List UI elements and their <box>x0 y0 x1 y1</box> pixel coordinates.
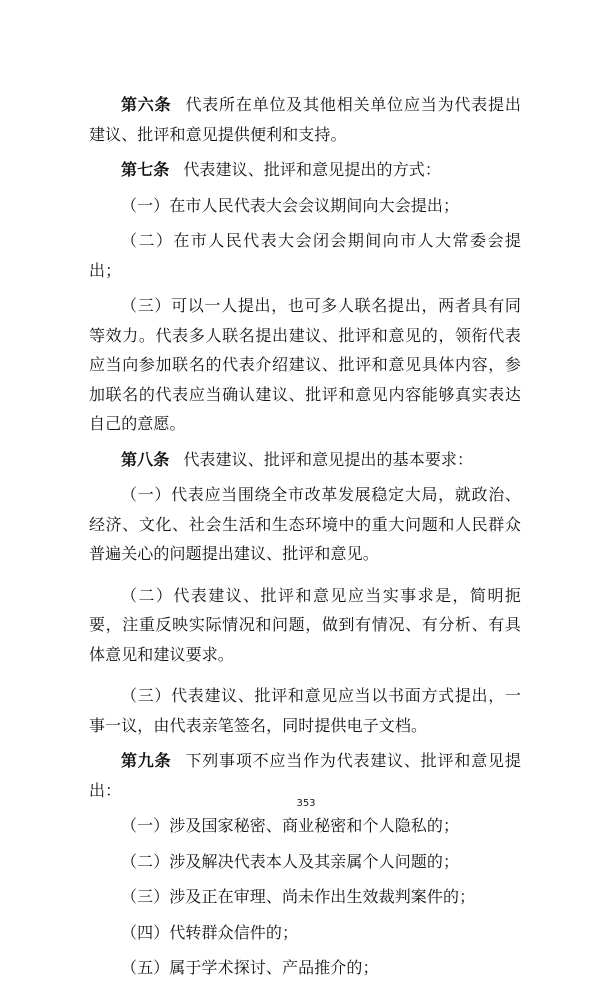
article-8-text: 代表建议、批评和意见提出的基本要求： <box>183 449 474 469</box>
article-7-item-3: （三）可以一人提出，也可多人联名提出，两者具有同等效力。代表多人联名提出建议、批评和意见的，领衔代表应当向参加联名的代表介绍建议、批评和意见具体内容，参加联名的代表应当确认建议、批评和意见内容能够真实表达自己的意愿。 <box>89 296 521 433</box>
article-8-item-3: （三）代表建议、批评和意见应当以书面方式提出，一事一议，由代表亲笔签名，同时提供电子文档。 <box>89 686 521 735</box>
article-9-text: 下列事项不应当作为代表建议、批评和意见提出： <box>89 751 521 800</box>
article-6-text: 代表所在单位及其他相关单位应当为代表提出建议、批评和意见提供便利和支持。 <box>89 95 521 144</box>
article-9-item-3: （三）涉及正在审理、尚未作出生效裁判案件的； <box>121 887 476 906</box>
article-9-item-2: （二）涉及解决代表本人及其亲属个人问题的； <box>121 851 460 871</box>
article-8-heading: 第八条 <box>121 449 170 469</box>
article-7-text: 代表建议、批评和意见提出的方式： <box>183 160 441 179</box>
article-8-item-1: （一）代表应当围绕全市改革发展稳定大局，就政治、经济、文化、社会生活和生态环境中的重大问题和人民群众普遍关心的问题提出建议、批评和意见。 <box>89 485 521 563</box>
article-7-heading: 第七条 <box>121 160 170 179</box>
page-number: 353 <box>296 798 316 809</box>
article-9 <box>89 746 521 805</box>
article-7-item-1: （一）在市人民代表大会会议期间向大会提出； <box>121 195 460 215</box>
document-body <box>89 90 521 989</box>
article-6 <box>89 90 521 149</box>
article-9-heading: 第九条 <box>121 751 172 770</box>
article-7 <box>89 155 521 185</box>
article-9-item-4: （四）代转群众信件的； <box>121 922 299 942</box>
article-8-item-2: （二）代表建议、批评和意见应当实事求是，简明扼要，注重反映实际情况和问题，做到有情况、有分析、有具体意见和建议要求。 <box>89 585 521 664</box>
article-9-item-1: （一）涉及国家秘密、商业秘密和个人隐私的； <box>121 816 460 835</box>
article-6-heading: 第六条 <box>121 95 172 114</box>
article-9-item-5: （五）属于学术探讨、产品推介的； <box>121 958 379 977</box>
article-7-item-2: （二）在市人民代表大会闭会期间向市人大常委会提出； <box>89 231 521 280</box>
article-8 <box>89 445 521 475</box>
